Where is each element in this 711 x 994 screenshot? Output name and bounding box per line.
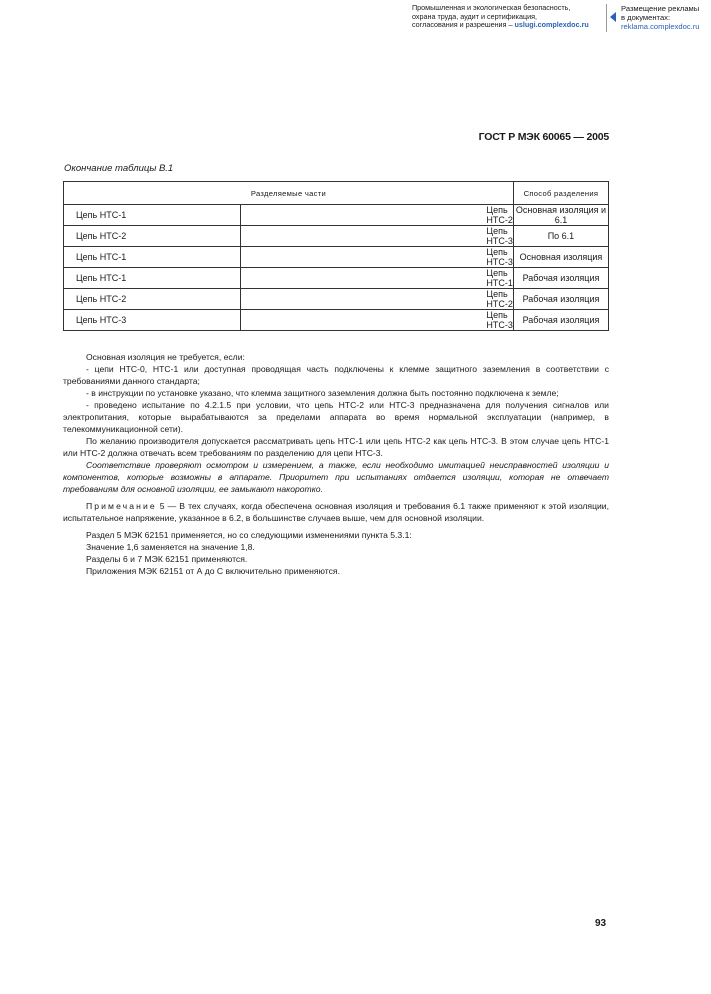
cell-part-b: Цепь НТС-3 [241,226,514,247]
table-caption: Окончание таблицы В.1 [64,163,174,174]
cell-part-b: Цепь НТС-2 [241,289,514,310]
ad-placement-line-1: Размещение рекламы [621,4,700,13]
paragraph-manufacturer-option: По желанию производителя допускается рассматривать цепь НТС-1 или цепь НТС-2 как цепь НТС-3. В этом случае цепь НТС-1 или НТС-2 должна отвечать всем требованиям по разделению для цепи НТС-3. [63,436,609,458]
page-number: 93 [595,918,607,929]
ad-services-line-1: Промышленная и экологическая безопасность, [412,3,571,12]
document-code: ГОСТ Р МЭК 60065 — 2005 [478,131,609,143]
table-row [64,268,609,289]
cell-part-a: Цепь НТС-1 [64,268,241,289]
ad-divider [606,4,607,32]
ad-services-line-2: охрана труда, аудит и сертификация, [412,11,537,21]
header-separation-method: Способ разделения [513,182,608,205]
table-row [64,310,609,331]
table-row [64,289,609,310]
ad-services-line-3-text: согласования и разрешения – [412,20,515,30]
ad-placement-link[interactable]: reklama.complexdoc.ru [621,22,700,31]
cell-part-a: Цепь НТС-2 [64,289,241,310]
cell-method: Рабочая изоляция [513,310,608,331]
cell-part-b: Цепь НТС-1 [241,268,514,289]
cell-part-b: Цепь НТС-2 [241,205,514,226]
cell-method: Рабочая изоляция [513,268,608,289]
table-row [64,247,609,268]
header-separated-parts: Разделяемые части [64,182,514,205]
cell-part-a: Цепь НТС-1 [64,205,241,226]
cell-part-b: Цепь НТС-3 [241,247,514,268]
ad-services-link[interactable]: uslugi.complexdoc.ru [514,20,589,30]
cell-part-b: Цепь НТС-3 [241,310,514,331]
table-row [64,205,609,226]
paragraph-annexes: Приложения МЭК 62151 от А до С включительно применяются. [86,566,340,576]
paragraph-value-change: Значение 1,6 заменяется на значение 1,8. [86,542,255,552]
paragraph-condition-3: - проведено испытание по 4.2.1.5 при условии, что цепь НТС-2 или НТС-3 предназначена для получения сигналов или электропитания, которые вырабатываются за пределами аппарата во время нормальной эксплуатации (например, в телекоммуникационной сети). [63,400,609,434]
ad-services-block [412,4,602,30]
cell-method: По 6.1 [513,226,608,247]
table-header-row [64,182,609,205]
arrow-left-icon [610,12,616,22]
cell-method: Основная изоляция и 6.1 [513,205,608,226]
body-text [63,351,609,577]
paragraph-section-5: Раздел 5 МЭК 62151 применяется, но со следующими изменениями пункта 5.3.1: [86,530,412,540]
cell-part-a: Цепь НТС-1 [64,247,241,268]
paragraph-condition-2: - в инструкции по установке указано, что клемма защитного заземления должна быть постоянно подключена к земле; [86,388,559,398]
note-text: 5 — В тех случаях, когда обеспечена основная изоляция и требования 6.1 также применяют к этой изоляции, испытательное напряжение, указанное в 6.2, в большинстве случаев выше, чем для основной изоляции. [63,501,609,523]
table-row [64,226,609,247]
ad-placement-block [621,4,709,31]
separation-table [63,181,609,331]
paragraph-condition-1: - цепи НТС-0, НТС-1 или доступная проводящая часть подключены к клемме защитного заземления в соответствии с требованиями данного стандарта; [63,364,609,386]
ad-services-line-3 [412,21,602,30]
cell-method: Рабочая изоляция [513,289,608,310]
note-label: Примечание [86,501,157,511]
paragraph-compliance-check: Соответствие проверяют осмотром и измерением, а также, если необходимо имитацией неисправностей изоляции и компонентов, которые возможны в аппарате. Приоритет при испытаниях отдается изоляции, которая не отвечает требованиям для основной изоляции, ее замыкают накоротко. [63,460,609,494]
paragraph-intro: Основная изоляция не требуется, если: [86,352,245,362]
ad-placement-line-2: в документах: [621,13,671,22]
note-5 [63,500,609,524]
paragraph-sections-6-7: Разделы 6 и 7 МЭК 62151 применяются. [86,554,248,564]
cell-part-a: Цепь НТС-2 [64,226,241,247]
cell-method: Основная изоляция [513,247,608,268]
cell-part-a: Цепь НТС-3 [64,310,241,331]
